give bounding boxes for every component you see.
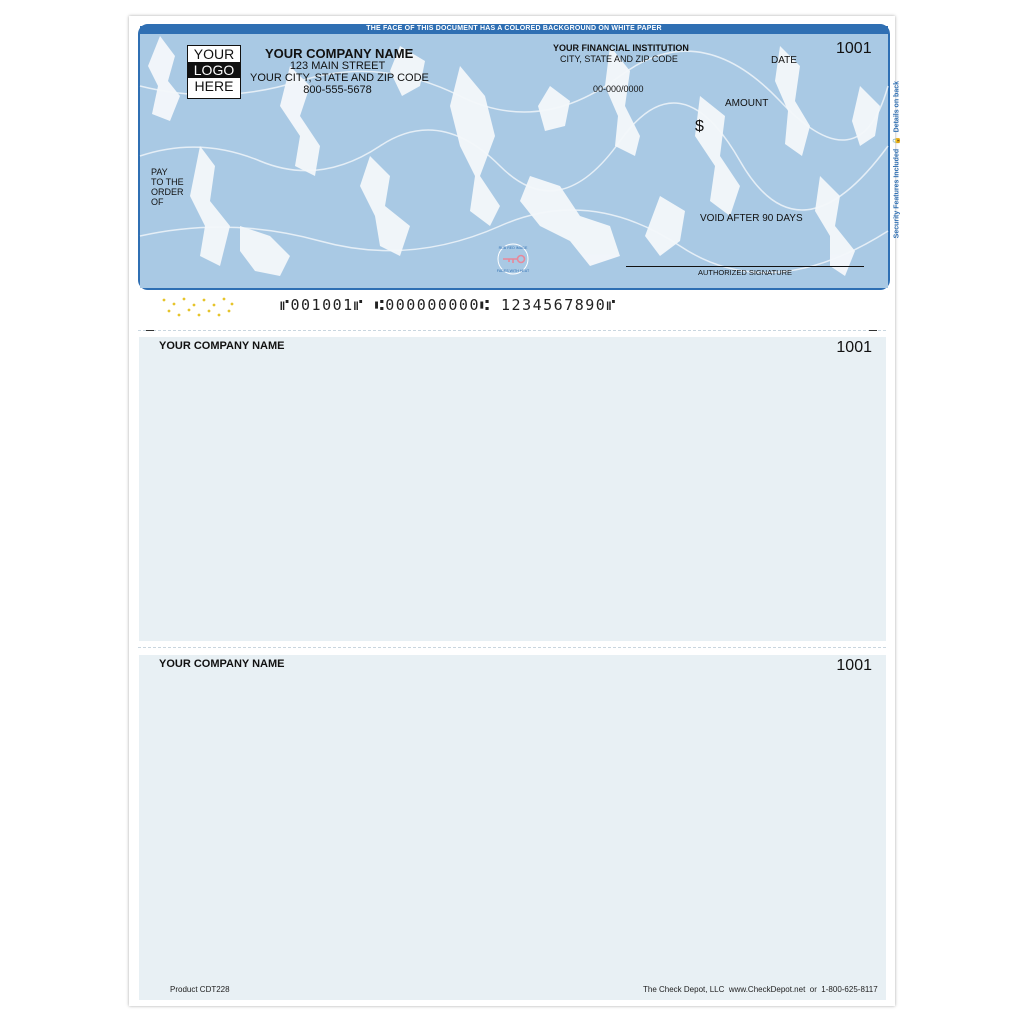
top-banner: [140, 26, 888, 34]
pay-label-1: PAY: [151, 167, 168, 177]
pay-label-3: ORDER: [151, 187, 184, 197]
void-notice: VOID AFTER 90 DAYS: [700, 213, 803, 224]
product-code: Product CDT228: [170, 985, 230, 994]
perforation-1: [138, 330, 886, 331]
bank-name: YOUR FINANCIAL INSTITUTION: [553, 43, 689, 53]
signature-label: AUTHORIZED SIGNATURE: [698, 268, 793, 277]
bank-city: CITY, STATE AND ZIP CODE: [560, 54, 678, 64]
dollar-sign: $: [695, 118, 704, 135]
perf-tick-right: [869, 330, 877, 331]
company-logo: [187, 45, 241, 99]
vendor-info: The Check Depot, LLC www.CheckDepot.net or 1-800-625-8117: [643, 985, 878, 994]
company-phone: 800-555-5678: [303, 84, 372, 96]
amount-label: AMOUNT: [725, 98, 769, 109]
security-sidebar: [892, 81, 900, 238]
company-name: YOUR COMPANY NAME: [265, 46, 414, 61]
logo-line-3: HERE: [194, 78, 234, 94]
stub-2-company: YOUR COMPANY NAME: [159, 658, 285, 670]
stub-2: [139, 655, 886, 1000]
date-label: DATE: [771, 55, 797, 66]
seal-bottom-text: FADES WITH HEAT: [496, 269, 530, 273]
lock-icon: 🔒: [893, 136, 900, 145]
stub-1: [139, 337, 886, 641]
perf-tick-left: [146, 330, 154, 331]
top-banner-text: THE FACE OF THIS DOCUMENT HAS A COLORED BACKGROUND ON WHITE PAPER: [366, 25, 662, 32]
routing-fraction: 00-000/0000: [593, 84, 644, 94]
company-street: 123 MAIN STREET: [289, 60, 386, 72]
micr-line: ⑈001001⑈ ⑆000000000⑆ 1234567890⑈: [280, 296, 617, 314]
pay-label-4: OF: [151, 197, 164, 207]
stub-1-check-number: 1001: [836, 339, 872, 356]
pay-label-2: TO THE: [151, 177, 184, 187]
logo-line-2: LOGO: [188, 62, 240, 78]
check-face: [138, 24, 900, 290]
details-text: Details on back: [893, 81, 900, 133]
security-stars-icon: [160, 296, 236, 318]
stub-1-company: YOUR COMPANY NAME: [159, 340, 285, 352]
stub-2-check-number: 1001: [836, 657, 872, 674]
check-number: 1001: [836, 40, 872, 57]
logo-line-1: YOUR: [193, 46, 235, 62]
pay-to-label: [151, 167, 184, 207]
perforation-2: [138, 647, 886, 648]
company-city: YOUR CITY, STATE AND ZIP CODE: [250, 72, 429, 84]
signature-line: [626, 266, 864, 267]
seal-top-text: RUB RED IMAGE: [498, 246, 528, 250]
security-text: Security Features Included: [893, 148, 900, 239]
heat-seal-icon: [493, 241, 533, 277]
